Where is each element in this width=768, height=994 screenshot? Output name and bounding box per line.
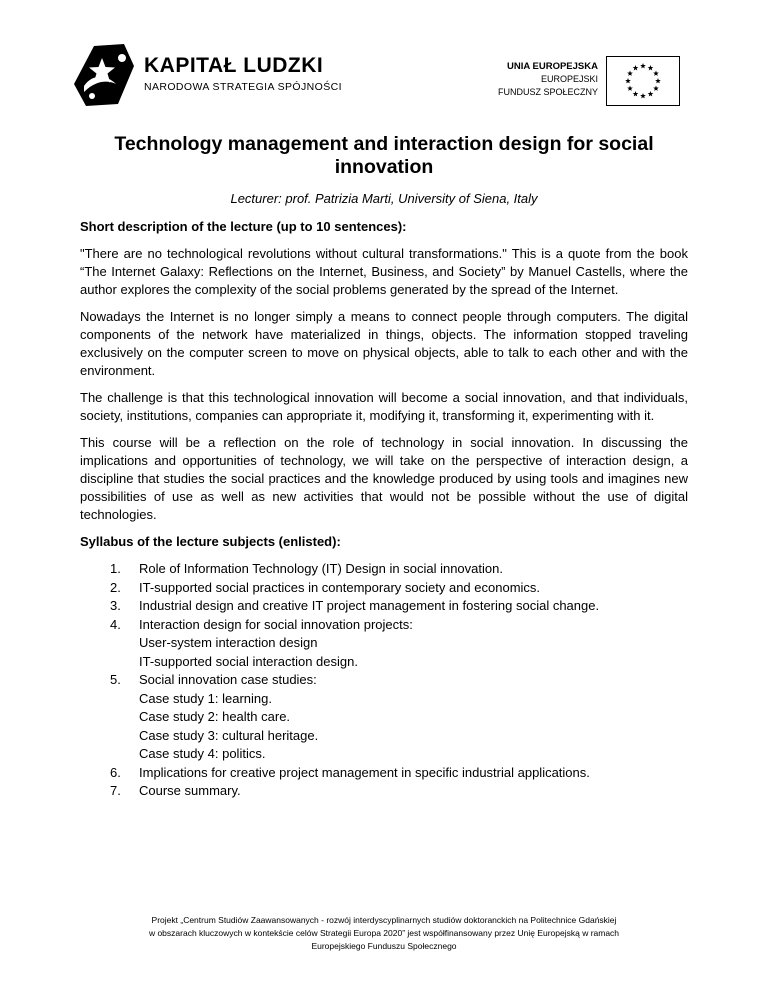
- syllabus-item-text: Implications for creative project management in specific industrial applications.: [139, 764, 590, 780]
- eu-logo-line1: UNIA EUROPEJSKA: [507, 61, 598, 72]
- eu-flag-icon: [606, 56, 680, 106]
- eu-logo-line2: EUROPEJSKI: [540, 74, 598, 84]
- syllabus-item-text: IT-supported social practices in contemporary society and economics.: [139, 579, 541, 595]
- syllabus-item-number: 7.: [110, 783, 121, 798]
- syllabus-item: [80, 560, 688, 579]
- description-paragraph: This course will be a reflection on the role of technology in social innovation. In discussing the implications and opportunities of technology, we will take on the perspective of interaction design, a discipline that studies the social practices and the knowledge produced by using tools and imagines new possibilities of use as well as new activities that would not be possible without the use of digital technologies.: [80, 435, 688, 522]
- footer: [60, 914, 708, 953]
- footer-line2: w obszarach kluczowych w kontekście celów Strategii Europa 2020” jest współfinansowany przez Unię Europejską w ramach: [148, 928, 620, 938]
- syllabus-item-number: 4.: [110, 616, 121, 632]
- document-body: [80, 218, 688, 801]
- syllabus-subitem: Case study 1: learning.: [139, 690, 272, 706]
- syllabus-item-number: 3.: [110, 598, 121, 613]
- description-heading: Short description of the lecture (up to 10 sentences):: [80, 219, 407, 234]
- syllabus-item: [80, 764, 688, 783]
- eu-star-icon: [640, 93, 646, 98]
- kapital-ludzki-emblem-icon: [72, 44, 136, 106]
- syllabus-item-number: 1.: [110, 561, 121, 576]
- program-logo-title: KAPITAŁ LUDZKI: [144, 54, 324, 77]
- syllabus-item-text: Interaction design for social innovation projects:: [139, 616, 413, 632]
- syllabus-item-number: 6.: [110, 764, 121, 780]
- eu-star-icon: [640, 63, 646, 68]
- syllabus-subitem: Case study 4: politics.: [139, 746, 266, 761]
- footer-line1: Projekt „Centrum Studiów Zaawansowanych - rozwój interdyscyplinarnych studiów doktoranckich na Politechnice Gdańskiej: [151, 915, 617, 925]
- eu-star-icon: [653, 71, 659, 76]
- eu-star-icon: [625, 78, 631, 83]
- eu-star-icon: [627, 71, 633, 76]
- syllabus-item-text: Industrial design and creative IT project management in fostering social change.: [139, 598, 600, 613]
- syllabus-item-text: Course summary.: [139, 783, 241, 798]
- lecturer-line: Lecturer: prof. Patrizia Marti, University of Siena, Italy: [230, 191, 538, 206]
- syllabus-item: [80, 616, 688, 672]
- syllabus-item: [80, 671, 688, 764]
- footer-line3: Europejskiego Funduszu Społecznego: [311, 941, 457, 951]
- program-logo-subtitle: NARODOWA STRATEGIA SPÓJNOŚCI: [144, 81, 342, 93]
- eu-star-icon: [648, 91, 654, 96]
- syllabus-subitem: Case study 2: health care.: [139, 709, 291, 724]
- syllabus-item: [80, 579, 688, 598]
- eu-logo-line3: FUNDUSZ SPOŁECZNY: [497, 87, 598, 97]
- eu-star-icon: [633, 65, 639, 70]
- syllabus-item-number: 2.: [110, 579, 121, 595]
- syllabus-list: [80, 560, 688, 801]
- eu-star-icon: [648, 65, 654, 70]
- syllabus-subitem: User-system interaction design: [139, 635, 318, 650]
- syllabus-heading: Syllabus of the lecture subjects (enlisted):: [80, 534, 341, 549]
- syllabus-subitem: Case study 3: cultural heritage.: [139, 727, 319, 743]
- eu-star-icon: [633, 91, 639, 96]
- eu-star-icon: [627, 86, 633, 91]
- syllabus-item-text: Social innovation case studies:: [139, 672, 317, 687]
- syllabus-item-text: Role of Information Technology (IT) Design in social innovation.: [139, 561, 503, 576]
- eu-logo-text: [498, 60, 598, 99]
- syllabus-subitem: IT-supported social interaction design.: [139, 653, 358, 669]
- kapital-ludzki-logo: [72, 44, 342, 114]
- eu-star-icon: [653, 86, 659, 91]
- syllabus-item-number: 5.: [110, 672, 121, 687]
- description-paragraph: The challenge is that this technological innovation will become a social innovation, and that individuals, society, institutions, companies can appropriate it, modifying it, transforming it, experimenting with it.: [80, 390, 688, 423]
- eu-logo: [490, 56, 690, 106]
- description-paragraph: "There are no technological revolutions without cultural transformations." This is a quote from the book “The Internet Galaxy: Reflections on the Internet, Business, and Society” by Manuel Castells, where the author explores the complexity of the social problems generated by the spread of the Internet.: [80, 246, 688, 297]
- document-title: Technology management and interaction design for social innovation: [114, 133, 654, 178]
- eu-star-icon: [655, 78, 661, 83]
- syllabus-item: [80, 597, 688, 616]
- description-paragraph: Nowadays the Internet is no longer simply a means to connect people through computers. The digital components of the network have materialized in things, objects. The information stopped traveling exclusively on the computer screen to move on physical objects, able to talk to each other and with the environment.: [80, 309, 688, 378]
- syllabus-item: [80, 782, 688, 801]
